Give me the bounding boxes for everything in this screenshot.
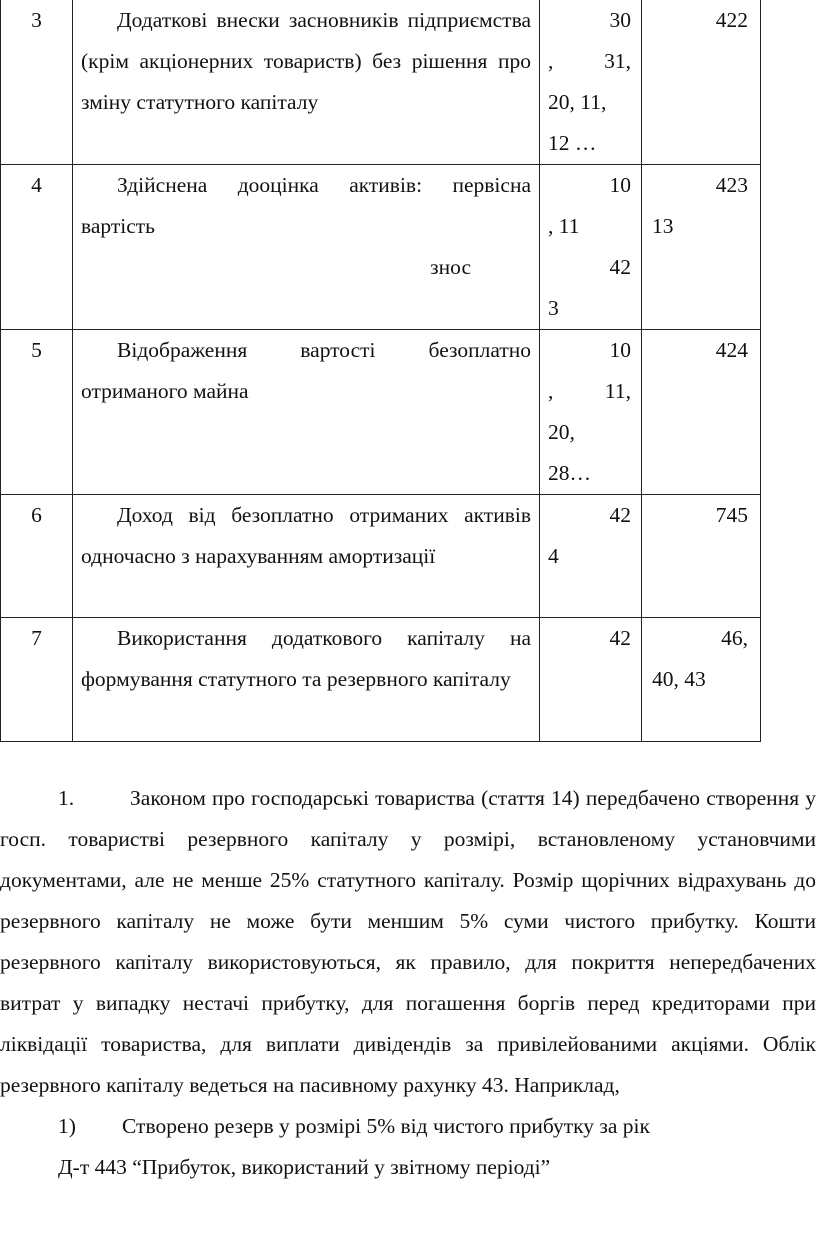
credit-line: 40, 43 — [652, 667, 706, 691]
debit-line: , 11, — [548, 379, 631, 403]
description-text: Використання додаткового капіталу на формування статутного та резервного капіталу — [81, 626, 531, 691]
paragraph — [0, 778, 816, 1106]
row-description — [73, 618, 540, 742]
row-description — [73, 165, 540, 330]
row-number: 7 — [1, 618, 73, 742]
debit-line: 3 — [548, 296, 559, 320]
credit-line: 423 — [715, 173, 748, 197]
row-description — [73, 0, 540, 165]
debit-line: 28… — [548, 461, 591, 485]
debit-line: 20, — [548, 420, 575, 444]
description-extra: знос — [430, 255, 471, 279]
list-item-number: 1) — [58, 1114, 76, 1138]
debit-line: , 31, — [548, 49, 631, 73]
debit-line: 10 — [609, 338, 631, 362]
table-row — [1, 618, 761, 742]
accounting-entry: Д-т 443 “Прибуток, використаний у звітному періоді” — [58, 1155, 551, 1179]
credit-accounts — [642, 165, 761, 330]
debit-line: 20, 11, — [548, 90, 607, 114]
row-description — [73, 495, 540, 618]
credit-accounts — [642, 0, 761, 165]
debit-line: 42 — [609, 626, 631, 650]
table-row — [1, 0, 761, 165]
row-number: 4 — [1, 165, 73, 330]
row-number: 6 — [1, 495, 73, 618]
credit-line: 745 — [715, 503, 748, 527]
credit-line: 424 — [715, 338, 748, 362]
credit-line: 422 — [715, 8, 748, 32]
debit-line: 4 — [548, 544, 559, 568]
credit-line: 13 — [652, 214, 674, 238]
debit-accounts — [540, 165, 642, 330]
description-text: Доход від безоплатно отриманих активів одночасно з нарахуванням амортизації — [81, 503, 531, 568]
debit-accounts — [540, 495, 642, 618]
debit-accounts — [540, 330, 642, 495]
debit-accounts — [540, 618, 642, 742]
debit-line: 12 … — [548, 131, 597, 155]
description-text: Відображення вартості безоплатно отриманого майна — [81, 338, 531, 403]
credit-accounts — [642, 618, 761, 742]
row-number: 3 — [1, 0, 73, 165]
row-description — [73, 330, 540, 495]
row-number: 5 — [1, 330, 73, 495]
list-item-text: Створено резерв у розмірі 5% від чистого прибутку за рік — [122, 1114, 650, 1138]
debit-line: 42 — [609, 255, 631, 279]
debit-line: 42 — [609, 503, 631, 527]
credit-accounts — [642, 495, 761, 618]
debit-line: 10 — [609, 173, 631, 197]
table-row — [1, 165, 761, 330]
description-text: Додаткові внески засновників підприємства (крім акціонерних товариств) без рішення про зміну статутного капіталу — [81, 8, 531, 114]
list-item — [0, 1106, 816, 1147]
credit-accounts — [642, 330, 761, 495]
paragraph-text: Законом про господарські товариства (стаття 14) передбачено створення у госп. товаристві резервного капіталу у розмірі, встановленому установчими документами, але не менше 25% статутного капіталу. Розмір щорічних відрахувань до резервного капіталу не може бути меншим 5% суми чистого прибутку. Кошти резервного капіталу використовуються, як правило, для покриття непередбачених витрат у випадку нестачі прибутку, для погашення боргів перед кредиторами при ліквідації товариства, для виплати дивідендів за привілейованими акціями. Облік резервного капіталу ведеться на пасивному рахунку 43. Наприклад, — [0, 786, 816, 1097]
debit-accounts — [540, 0, 642, 165]
table-row — [1, 495, 761, 618]
table-row — [1, 330, 761, 495]
description-text: Здійснена дооцінка активів: первісна вартість — [81, 173, 531, 238]
debit-line: , 11 — [548, 214, 580, 238]
credit-line: 46, — [721, 626, 748, 650]
paragraph-number: 1. — [58, 786, 75, 810]
document-body — [0, 778, 816, 1188]
debit-line: 30 — [609, 8, 631, 32]
